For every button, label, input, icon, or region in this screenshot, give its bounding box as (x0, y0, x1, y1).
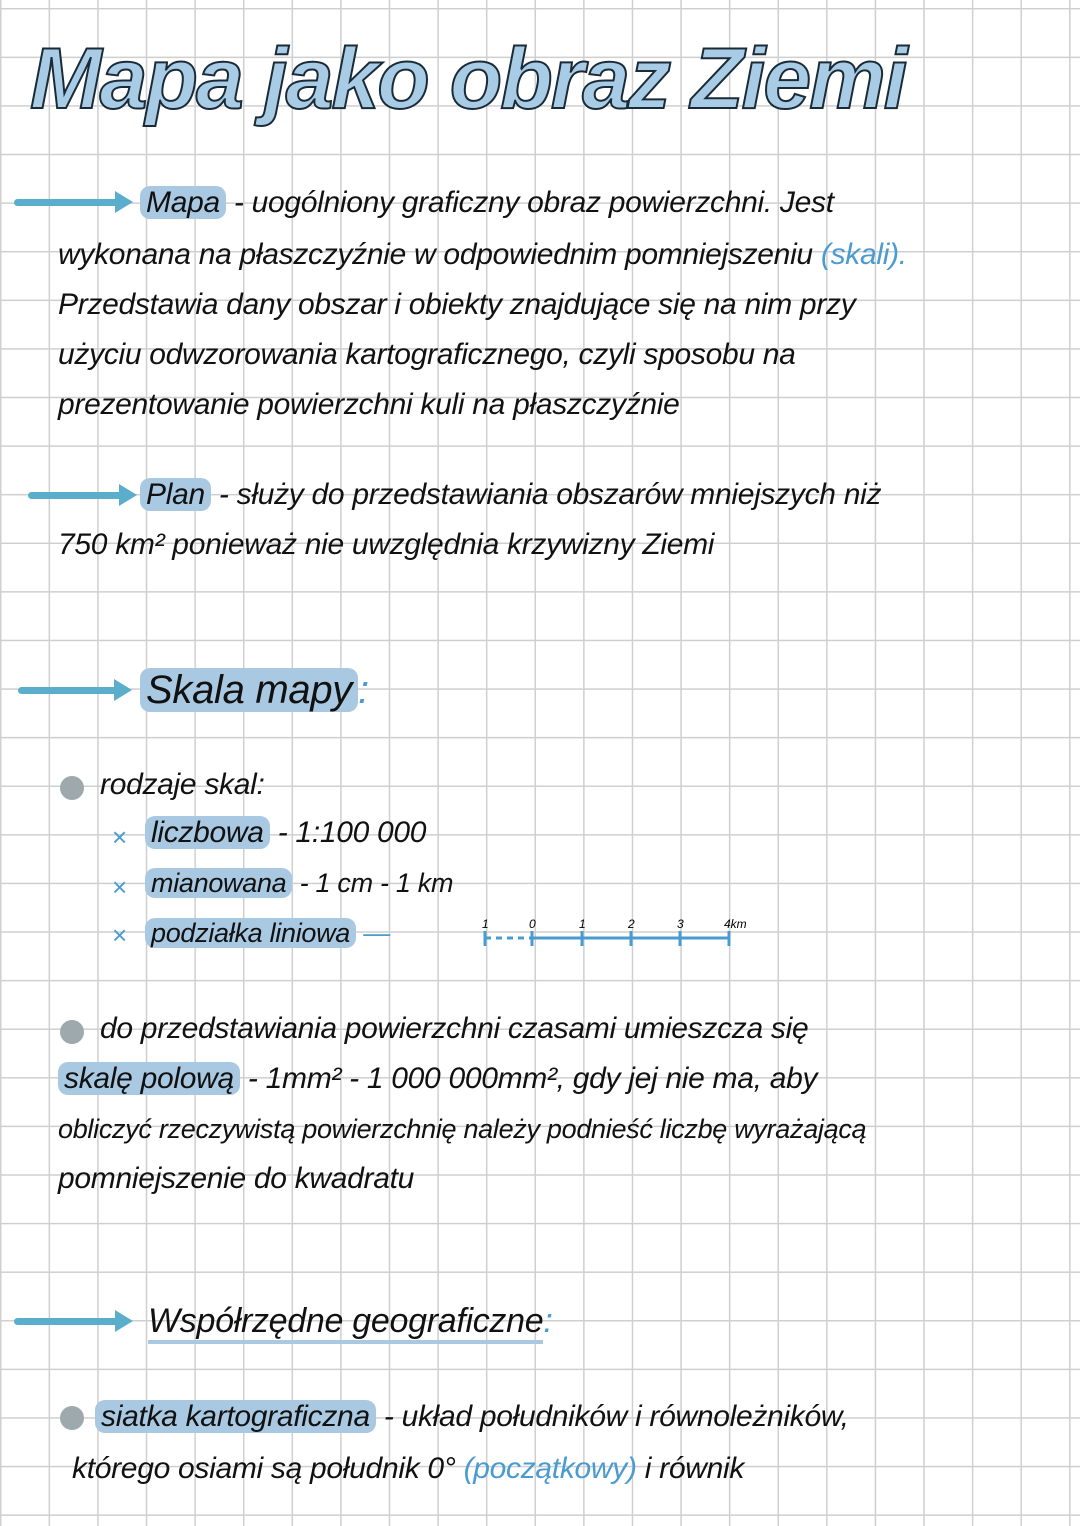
cross-bullet-icon: × (112, 822, 128, 852)
text: - 1mm² - 1 000 000mm², gdy jej nie ma, aby (247, 1062, 818, 1095)
coords-line (72, 1452, 744, 1486)
scale-type-value: - 1 cm - 1 km (299, 868, 454, 898)
arrow-icon (14, 1318, 119, 1325)
text: i równik (644, 1452, 745, 1485)
arrow-icon (28, 492, 123, 499)
text: - układ południków i równoleżników, (383, 1400, 849, 1433)
linear-scale-bar (480, 917, 747, 958)
scale-heading (140, 668, 369, 713)
scale-types-label: rodzaje skal: (100, 768, 265, 801)
text: wykonana na płaszczyźnie w odpowiednim pomniejszeniu (58, 238, 813, 271)
scale-type (145, 816, 426, 850)
area-scale-line: obliczyć rzeczywistą powierzchnię należy podnieść liczbę wyrażającą (58, 1114, 867, 1144)
bullet-icon (60, 1020, 84, 1044)
scale-type (145, 918, 390, 949)
colon: : (543, 1302, 553, 1340)
arrow-icon (18, 687, 118, 694)
text: - uogólniony graficzny obraz powierzchni. Jest (233, 186, 834, 219)
text-poczatkowy: (początkowy) (463, 1452, 637, 1485)
scale-type (145, 868, 453, 899)
scale-type-value: — (363, 918, 390, 948)
map-definition-line: użyciu odwzorowania kartograficznego, czyli sposobu na (58, 338, 796, 371)
heading-text: Skala mapy (140, 668, 358, 712)
bar-label: 1 (482, 917, 489, 931)
area-scale-line: pomniejszenie do kwadratu (58, 1162, 415, 1195)
bullet-icon (60, 1406, 84, 1430)
heading-text: Współrzędne geograficzne (148, 1302, 543, 1344)
bar-label: 2 (628, 917, 635, 931)
term-plan: Plan (140, 478, 211, 511)
coords-line (95, 1400, 849, 1434)
bar-label: 0 (529, 917, 536, 931)
area-scale-line: do przedstawiania powierzchni czasami umieszcza się (100, 1012, 809, 1045)
map-definition-line: prezentowanie powierzchni kuli na płaszczyźnie (58, 388, 680, 421)
plan-definition-line: 750 km² ponieważ nie uwzględnia krzywizny Ziemi (58, 528, 715, 561)
scale-type-value: - 1:100 000 (277, 816, 427, 849)
text-skali: (skali). (820, 238, 907, 271)
arrow-icon (14, 199, 119, 206)
colon: : (358, 668, 369, 712)
bar-label: 1 (579, 917, 586, 931)
term-skala-polowa: skalę polową (58, 1062, 240, 1095)
cross-bullet-icon: × (112, 872, 128, 902)
map-definition-line (58, 238, 907, 272)
map-definition-line: Przedstawia dany obszar i obiekty znajdujące się na nim przy (58, 288, 856, 321)
map-definition-line (140, 186, 834, 220)
scale-type-name: podziałka liniowa (145, 918, 356, 948)
scale-type-name: liczbowa (145, 816, 270, 849)
text: - służy do przedstawiania obszarów mniejszych niż (218, 478, 882, 511)
cross-bullet-icon: × (112, 920, 128, 950)
term-siatka: siatka kartograficzna (95, 1400, 376, 1433)
bullet-icon (60, 776, 84, 800)
scale-type-name: mianowana (145, 868, 292, 898)
coords-heading (148, 1302, 553, 1341)
area-scale-line (58, 1062, 817, 1096)
page-title: Mapa jako obraz Ziemi (30, 31, 906, 127)
bar-label: 3 (677, 917, 684, 931)
term-mapa: Mapa (140, 186, 226, 219)
bar-label: 4km (724, 917, 747, 931)
text: którego osiami są południk 0° (72, 1452, 456, 1485)
plan-definition-line (140, 478, 881, 512)
